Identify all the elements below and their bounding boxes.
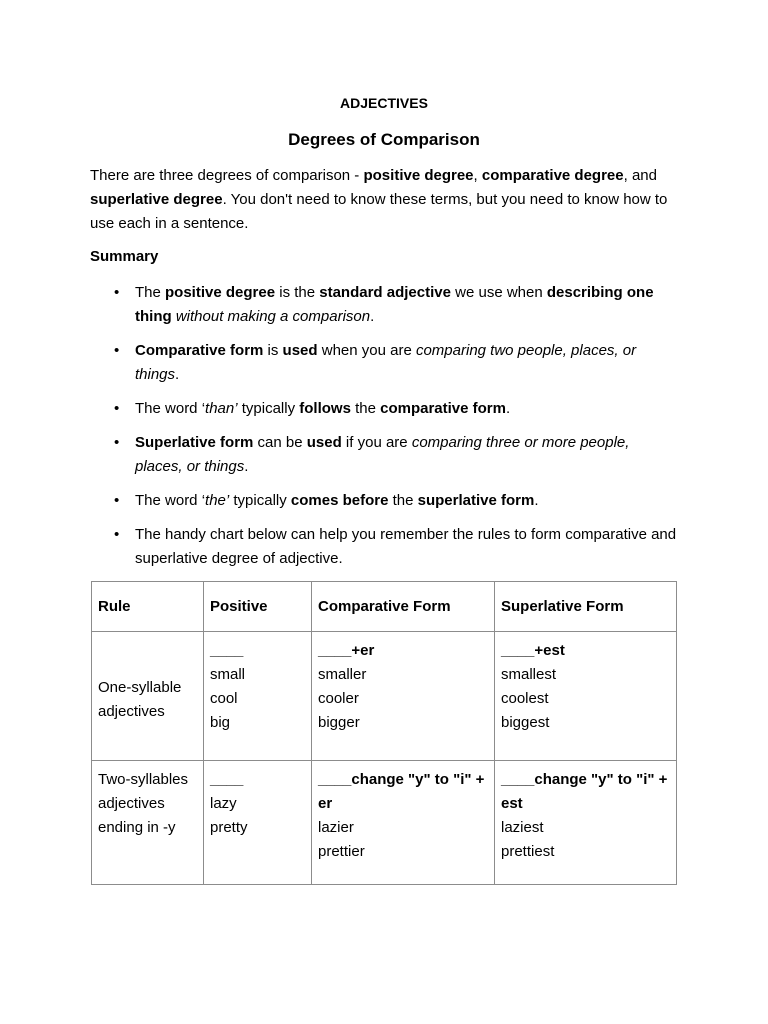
intro-text: . You don't need to know these terms, but you need to know how to use each in a sentence. xyxy=(90,191,668,232)
bullet-bold: superlative form xyxy=(417,492,535,509)
bullet-bold: Comparative form xyxy=(135,342,264,359)
bullet-text: typically xyxy=(237,400,300,417)
rule-cell xyxy=(92,761,204,885)
list-item xyxy=(90,523,680,571)
column-header-comparative: Comparative Form xyxy=(312,582,495,632)
comparative-word: bigger xyxy=(318,714,360,731)
bullet-bold: positive degree xyxy=(165,284,276,301)
bullet-text: when you are xyxy=(317,342,416,359)
page-title: Degrees of Comparison xyxy=(288,130,480,149)
comparative-rule: er xyxy=(318,795,333,812)
comparative-word: prettier xyxy=(318,843,365,860)
bullet-text: The word ‘ xyxy=(135,492,206,509)
bullet-text: The handy chart below can help you remember the rules to form comparative and superlative degree of adjective. xyxy=(135,526,677,567)
comparative-word: lazier xyxy=(318,819,354,836)
superlative-word: coolest xyxy=(501,690,549,707)
column-header-superlative: Superlative Form xyxy=(495,582,677,632)
bullet-text: The word ‘ xyxy=(135,400,206,417)
bullet-text: is xyxy=(263,342,283,359)
superlative-word: biggest xyxy=(501,714,550,731)
bullet-bold: follows xyxy=(299,400,351,417)
bullet-text: . xyxy=(175,366,180,383)
positive-word: big xyxy=(210,714,231,731)
comparative-word: cooler xyxy=(318,690,359,707)
summary-list xyxy=(90,281,680,581)
comparative-rule: ____change "y" to "i" + xyxy=(318,771,485,788)
bullet-text: is the xyxy=(275,284,320,301)
comparative-word: smaller xyxy=(318,666,367,683)
bullet-text: the xyxy=(350,400,381,417)
superlative-rule: ____+est xyxy=(501,642,565,659)
intro-paragraph xyxy=(90,164,675,236)
comparative-cell xyxy=(312,761,495,885)
positive-word: small xyxy=(210,666,246,683)
superlative-word: smallest xyxy=(501,666,557,683)
table-row xyxy=(92,632,677,761)
positive-rule: ____ xyxy=(210,642,244,659)
column-header-rule: Rule xyxy=(92,582,204,632)
rule-line: One-syllable xyxy=(98,678,182,696)
positive-rule: ____ xyxy=(210,771,244,788)
superlative-word: prettiest xyxy=(501,843,555,860)
bullet-bold: used xyxy=(306,434,342,451)
bullet-text: the xyxy=(388,492,418,509)
bullet-text: The xyxy=(135,284,166,301)
rule-cell xyxy=(92,632,204,761)
superlative-rule: ____change "y" to "i" + xyxy=(501,771,668,788)
list-item xyxy=(90,489,680,513)
adjective-rules-table xyxy=(91,581,677,885)
bullet-text: we use when xyxy=(450,284,547,301)
section-label: ADJECTIVES xyxy=(340,95,428,111)
table-row xyxy=(92,761,677,885)
bullet-text: can be xyxy=(253,434,307,451)
bullet-bold: Superlative form xyxy=(135,434,254,451)
bullet-italic: the’ xyxy=(205,492,230,509)
intro-term-superlative: superlative degree xyxy=(90,191,223,208)
superlative-rule: est xyxy=(501,795,523,812)
list-item xyxy=(90,339,680,387)
intro-text: , and xyxy=(623,167,657,184)
bullet-bold: comparative form xyxy=(380,400,506,417)
table-header-row xyxy=(92,582,677,632)
list-item xyxy=(90,397,680,421)
list-item xyxy=(90,431,680,479)
positive-cell xyxy=(204,761,312,885)
bullet-italic: comparing three or more people, places, or things xyxy=(135,434,630,475)
bullet-bold: comes before xyxy=(290,492,389,509)
bullet-bold: standard adjective xyxy=(319,284,451,301)
bullet-italic: without making a comparison xyxy=(175,308,371,325)
intro-text: There are three degrees of comparison - xyxy=(90,167,364,184)
superlative-cell xyxy=(495,761,677,885)
bullet-bold: describing one thing xyxy=(135,284,654,325)
bullet-text: . xyxy=(244,458,249,475)
intro-term-positive: positive degree xyxy=(363,167,474,184)
bullet-text: . xyxy=(534,492,539,509)
comparative-cell xyxy=(312,632,495,761)
summary-heading: Summary xyxy=(90,248,159,265)
bullet-text: typically xyxy=(229,492,291,509)
bullet-italic: than’ xyxy=(205,400,238,417)
bullet-text: if you are xyxy=(341,434,412,451)
rule-line: adjectives xyxy=(98,795,165,812)
positive-word: cool xyxy=(210,690,238,707)
bullet-bold: used xyxy=(282,342,318,359)
rule-line: Two-syllables xyxy=(98,771,189,788)
positive-word: pretty xyxy=(210,819,248,836)
intro-text: , xyxy=(473,167,482,184)
intro-term-comparative: comparative degree xyxy=(481,167,624,184)
positive-word: lazy xyxy=(210,795,237,812)
list-item xyxy=(90,281,680,329)
column-header-positive: Positive xyxy=(204,582,312,632)
superlative-word: laziest xyxy=(501,819,544,836)
bullet-text: . xyxy=(370,308,375,325)
comparative-rule: ____+er xyxy=(318,642,375,659)
positive-cell xyxy=(204,632,312,761)
rule-line: adjectives xyxy=(98,702,165,720)
bullet-text: . xyxy=(505,400,511,417)
rule-line: ending in -y xyxy=(98,819,176,836)
superlative-cell xyxy=(495,632,677,761)
bullet-italic: comparing two people, places, or things xyxy=(135,342,637,383)
